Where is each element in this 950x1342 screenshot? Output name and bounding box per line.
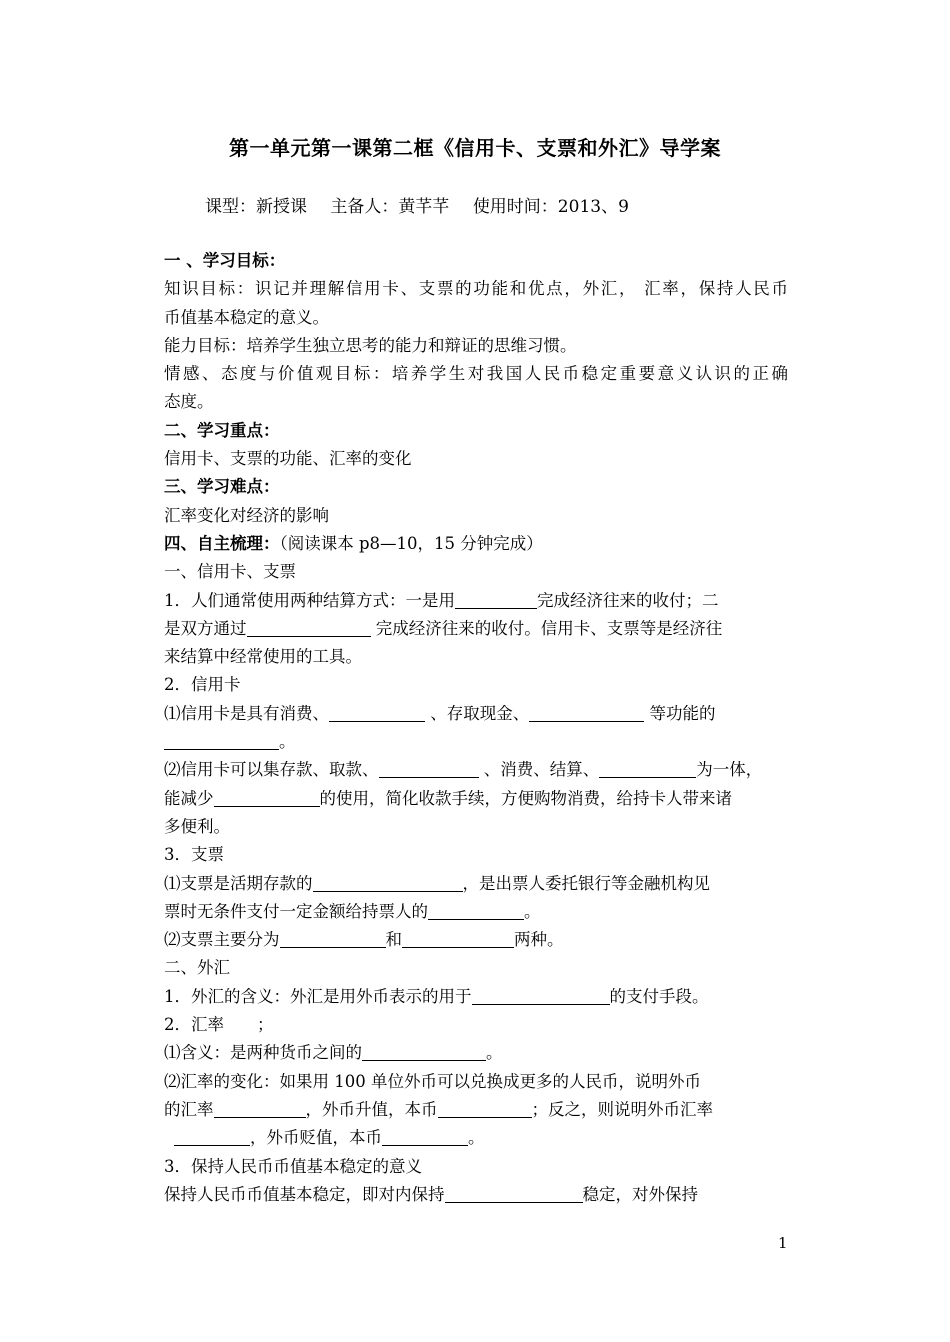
check-q1-line-2: 票时无条件支付一定金额给持票人的 。 (164, 901, 541, 921)
rate-q1: ⑴含义：是两种货币之间的 。 (164, 1043, 503, 1063)
document-title: 第一单元第一课第二框《信用卡、支票和外汇》导学案 (229, 136, 721, 160)
rate-q2-line-1: ⑵汇率的变化：如果用 100 单位外币可以兑换成更多的人民币，说明外币 (164, 1071, 701, 1091)
heading-difficulties: 三、学习难点： (164, 477, 280, 497)
emotion-goal-line-2: 态度。 (164, 392, 214, 412)
blank-field[interactable] (214, 1099, 306, 1118)
blank-field[interactable] (599, 759, 696, 778)
blank-field[interactable] (379, 759, 479, 778)
difficulties-text: 汇率变化对经济的影响 (164, 505, 329, 525)
blank-field[interactable] (529, 703, 644, 722)
blank-field[interactable] (247, 618, 371, 637)
rate-q2-line-2: 的汇率 ，外币升值，本币 ；反之，则说明外币汇率 (164, 1099, 713, 1119)
blank-field[interactable] (445, 1184, 583, 1203)
blank-field[interactable] (214, 788, 320, 807)
blank-field[interactable] (472, 986, 610, 1005)
part1-heading: 一、信用卡、支票 (164, 562, 296, 582)
q1-line-1: 1．人们通常使用两种结算方式：一是用 完成经济往来的收付；二 (164, 590, 719, 610)
forex-q1: 1．外汇的含义：外汇是用外币表示的用于 的支付手段。 (164, 986, 709, 1006)
blank-field[interactable] (362, 1042, 486, 1061)
blank-field[interactable] (402, 929, 514, 948)
blank-field[interactable] (280, 929, 386, 948)
heading-self-study: 四、自主梳理： (164, 533, 280, 553)
document-body (164, 247, 788, 1209)
q1-line-3: 来结算中经常使用的工具。 (164, 647, 362, 667)
blank-field[interactable] (428, 901, 524, 920)
blank-field[interactable] (329, 703, 425, 722)
blank-field[interactable] (174, 1127, 250, 1146)
rate-heading: 2．汇率 ； (164, 1015, 274, 1035)
part2-heading: 二、外汇 (164, 958, 230, 978)
emotion-goal-line-1: 情感、态度与价值观目标：培养学生对我国人民币稳定重要意义认识的正确 (164, 364, 788, 384)
key-points-text: 信用卡、支票的功能、汇率的变化 (164, 449, 412, 469)
lesson-author: 主备人：黄芊芊 (330, 197, 450, 217)
self-study-note: （阅读课本 p8—10，15 分钟完成） (279, 533, 543, 553)
lesson-time: 使用时间：2013、9 (472, 197, 629, 217)
knowledge-goal-line-1: 知识目标：识记并理解信用卡、支票的功能和优点，外汇， 汇率，保持人民币 (164, 279, 788, 299)
blank-field[interactable] (313, 873, 463, 892)
stability-heading: 3．保持人民币币值基本稳定的意义 (164, 1156, 422, 1176)
blank-field[interactable] (382, 1127, 468, 1146)
stability-line-1: 保持人民币币值基本稳定，即对内保持 稳定，对外保持 (164, 1184, 698, 1204)
card-q1-line-1: ⑴信用卡是具有消费、 、存取现金、 等功能的 (164, 703, 716, 723)
blank-field[interactable] (438, 1099, 532, 1118)
blank-field[interactable] (164, 731, 279, 750)
ability-goal: 能力目标：培养学生独立思考的能力和辩证的思维习惯。 (164, 335, 577, 355)
credit-card-heading: 2．信用卡 (164, 675, 241, 695)
lesson-type: 课型：新授课 (205, 197, 307, 217)
heading-key-points: 二、学习重点： (164, 420, 280, 440)
knowledge-goal-line-2: 币值基本稳定的意义。 (164, 307, 329, 327)
check-q2: ⑵支票主要分为 和 两种。 (164, 930, 564, 950)
card-q2-line-1: ⑵信用卡可以集存款、取款、 、消费、结算、 为一体， (164, 760, 763, 780)
heading-objectives: 一 、学习目标： (164, 251, 286, 270)
card-q2-line-3: 多便利。 (164, 816, 230, 836)
rate-q2-line-3: ，外币贬值，本币 。 (164, 1124, 788, 1152)
card-q1-line-2: 。 (164, 728, 788, 756)
lesson-meta (205, 192, 647, 217)
card-q2-line-2: 能减少 的使用，简化收款手续，方便购物消费，给持卡人带来诸 (164, 788, 732, 808)
blank-field[interactable] (455, 590, 537, 609)
self-study-line (164, 530, 788, 558)
q1-line-2: 是双方通过 完成经济往来的收付。信用卡、支票等是经济往 (164, 618, 723, 638)
check-q1-line-1: ⑴支票是活期存款的 ，是出票人委托银行等金融机构见 (164, 873, 710, 893)
page-number: 1 (778, 1234, 788, 1252)
check-heading: 3．支票 (164, 845, 224, 865)
